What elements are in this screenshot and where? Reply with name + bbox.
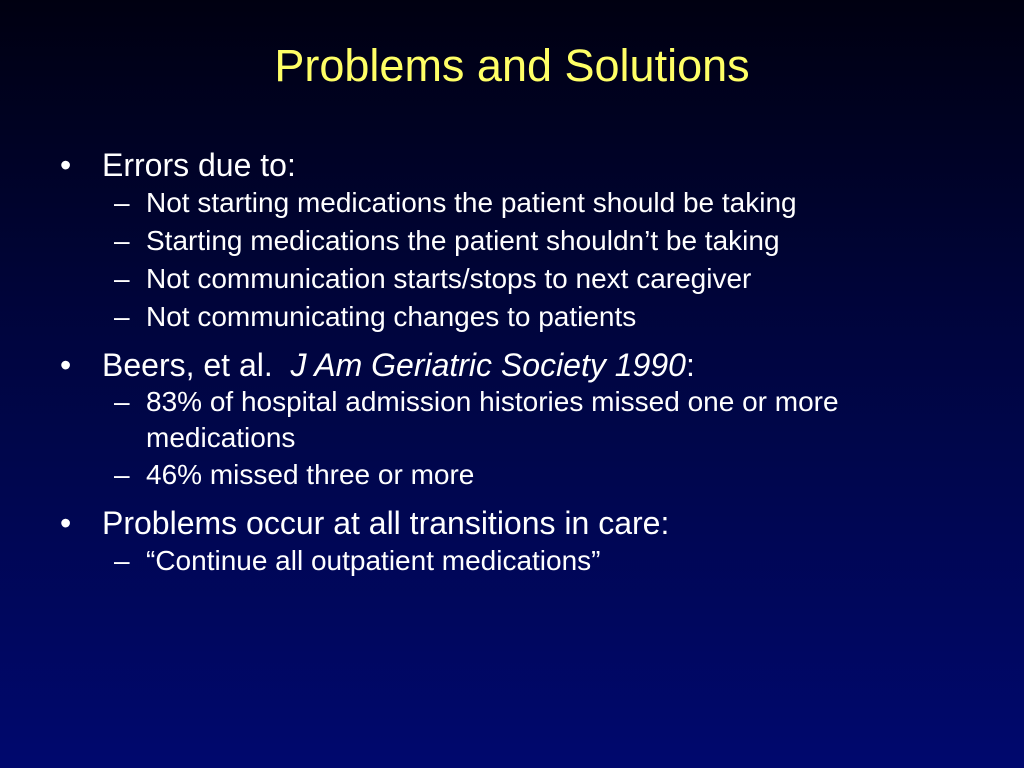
sub-dash: – xyxy=(114,545,130,576)
bullet-dot: • xyxy=(60,347,72,383)
sub-dash: – xyxy=(114,263,130,294)
slide-title: Problems and Solutions xyxy=(274,40,750,91)
bullet-errors xyxy=(56,146,986,184)
sub-text: Not communication starts/stops to next caregiver xyxy=(146,263,752,294)
bullet-dot: • xyxy=(60,505,72,541)
sub-dash: – xyxy=(114,301,130,332)
sub-text: 83% of hospital admission histories missed one or more medications xyxy=(146,386,839,453)
sub-list-transitions xyxy=(56,542,986,580)
sub-item xyxy=(102,456,986,494)
sub-list-errors xyxy=(56,184,986,336)
bullet-transitions xyxy=(56,504,986,542)
sub-dash: – xyxy=(114,459,130,490)
sub-item xyxy=(102,222,986,260)
sub-text: “Continue all outpatient medications” xyxy=(146,545,601,576)
sub-dash: – xyxy=(114,225,130,256)
sub-dash: – xyxy=(114,187,130,218)
bullet-text: Errors due to: xyxy=(102,147,296,183)
bullet-list xyxy=(56,146,986,580)
sub-item xyxy=(102,260,986,298)
sub-item xyxy=(102,298,986,336)
bullet-text-prefix: Beers, et al. xyxy=(102,347,291,383)
sub-text: Starting medications the patient shouldn’t be taking xyxy=(146,225,780,256)
sub-text: 46% missed three or more xyxy=(146,459,475,490)
sub-item xyxy=(102,384,986,456)
sub-item xyxy=(102,184,986,222)
bullet-beers xyxy=(56,346,986,384)
journal-citation: J Am Geriatric Society 1990 xyxy=(290,347,686,383)
sub-item xyxy=(102,542,986,580)
bullet-text: Problems occur at all transitions in care: xyxy=(102,505,670,541)
bullet-text-suffix: : xyxy=(685,347,695,383)
sub-text: Not communicating changes to patients xyxy=(146,301,637,332)
bullet-dot: • xyxy=(60,147,72,183)
sub-list-beers xyxy=(56,384,986,494)
sub-dash: – xyxy=(114,386,130,417)
sub-text: Not starting medications the patient should be taking xyxy=(146,187,797,218)
